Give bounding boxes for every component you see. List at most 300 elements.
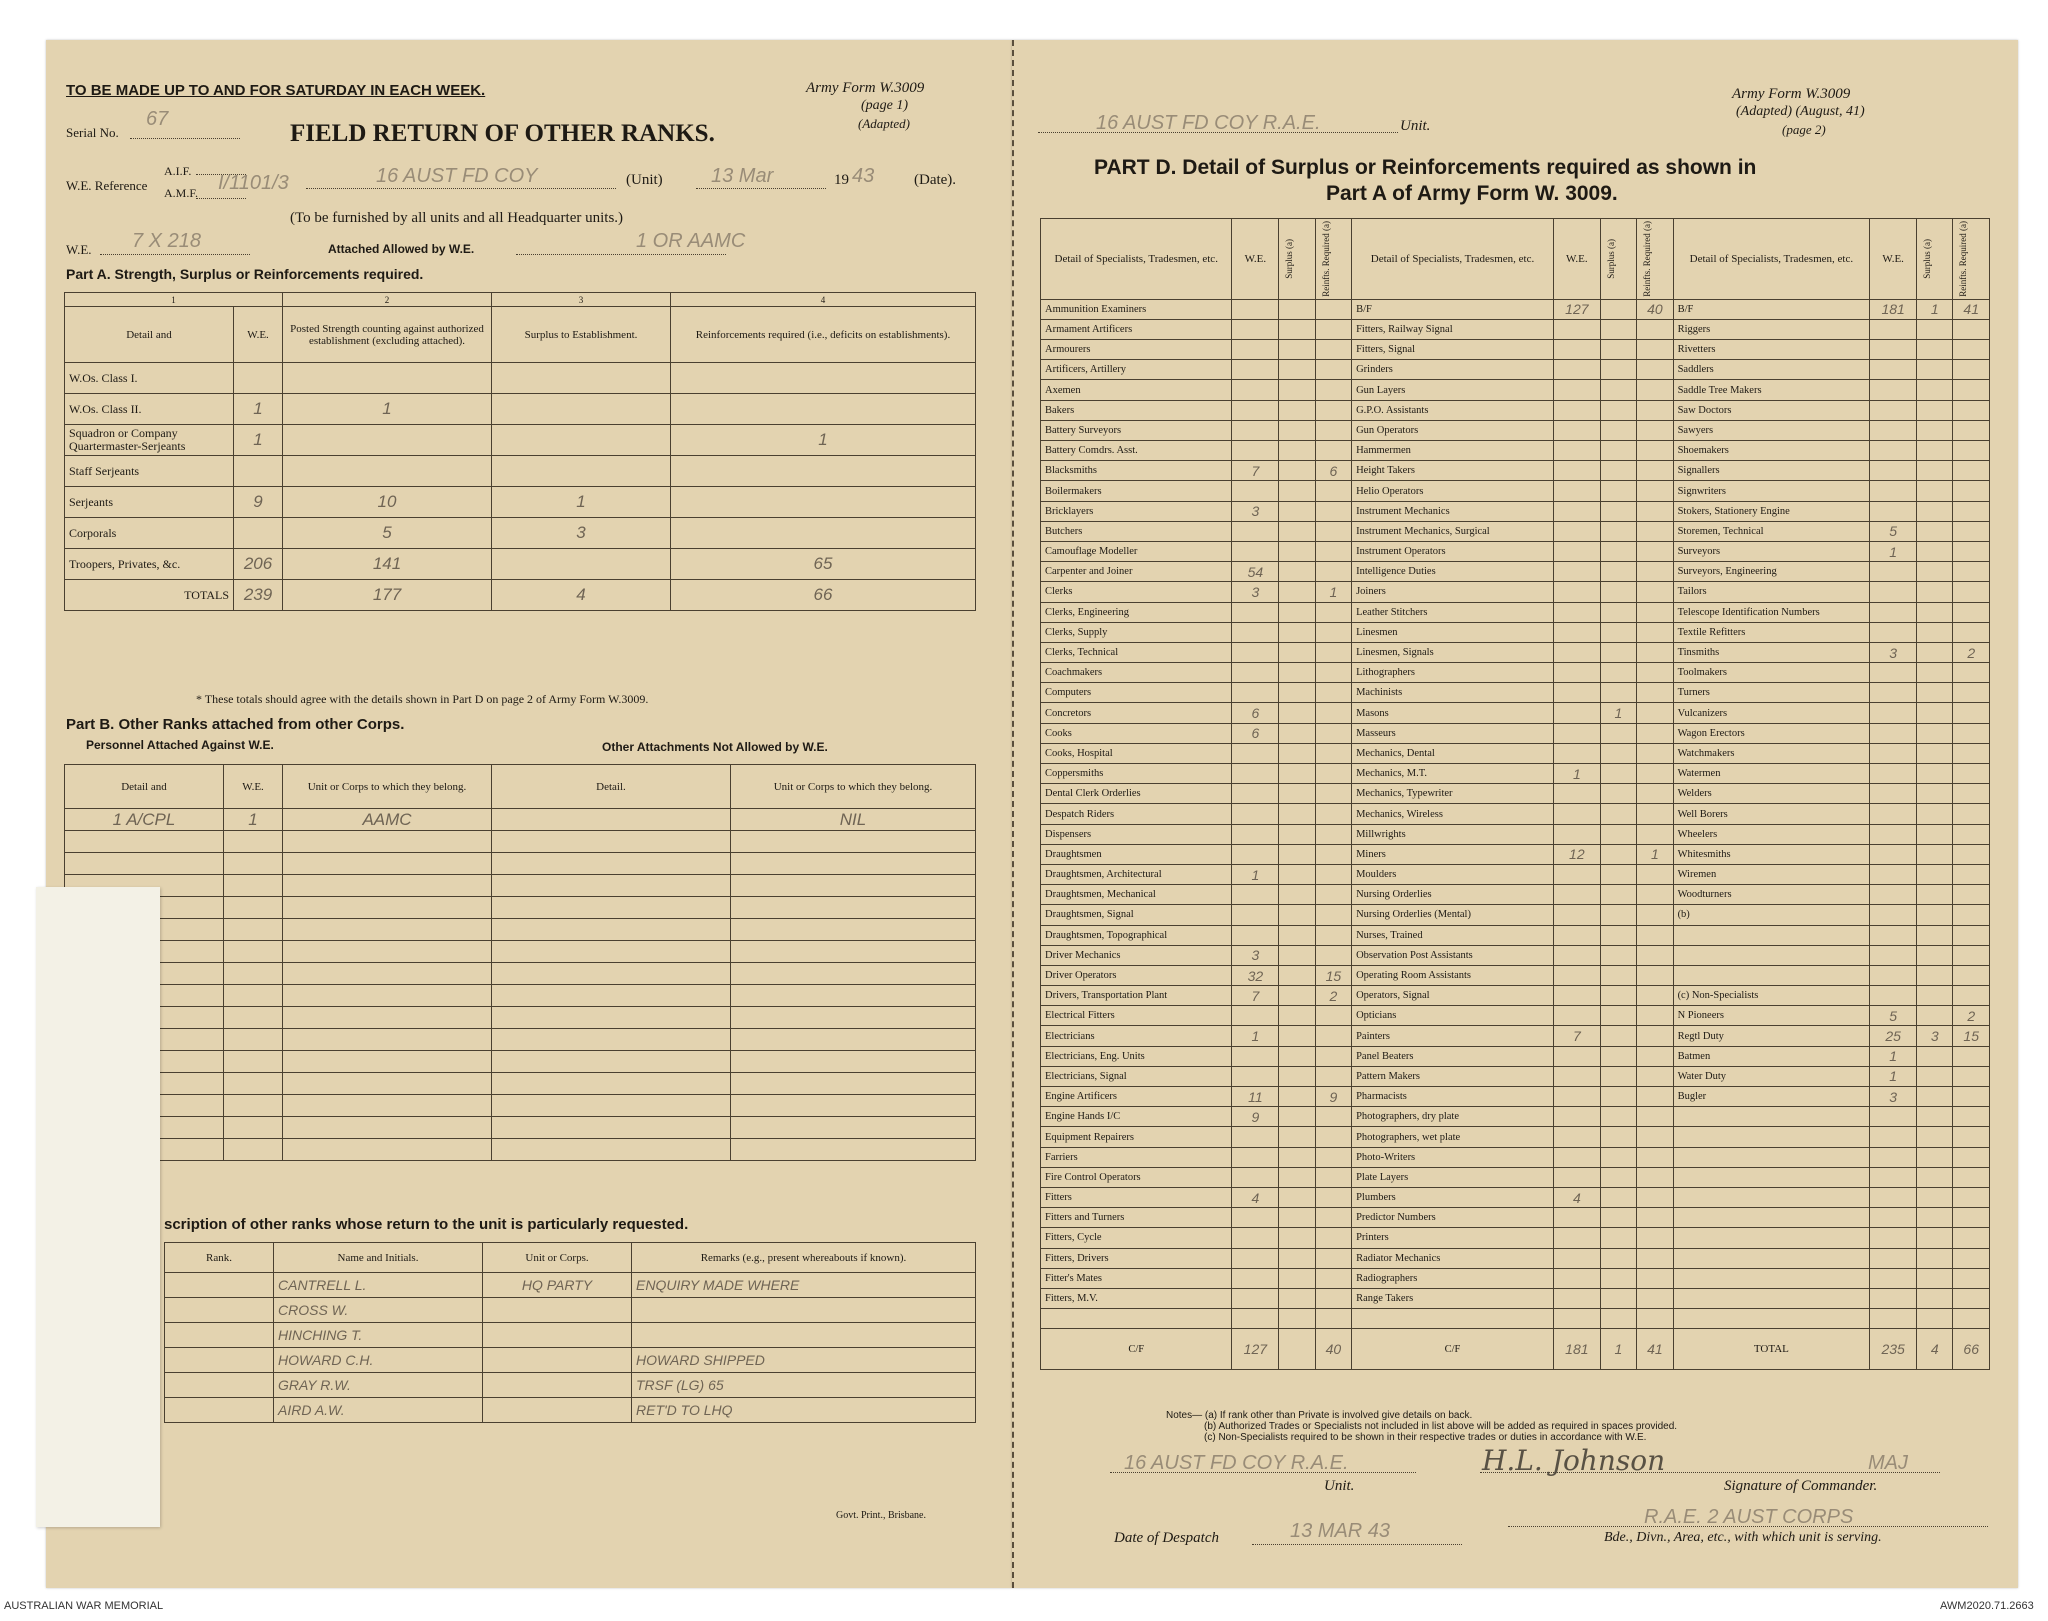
trade-col2-label: Nurses, Trained — [1352, 925, 1554, 945]
trade-col1-surplus — [1279, 299, 1315, 319]
part-d-row — [1041, 784, 1990, 804]
trade-col1-reinf — [1315, 864, 1351, 884]
trade-col1-label: Electricians, Signal — [1041, 1066, 1232, 1086]
trade-col1-surplus — [1279, 582, 1315, 602]
trade-col2-label: Gun Operators — [1352, 420, 1554, 440]
part-b-row — [65, 1117, 976, 1139]
part-d-row — [1041, 461, 1990, 481]
archive-reference: AWM2020.71.2663 — [1940, 1600, 2034, 1612]
we-cell — [224, 1117, 283, 1139]
form-title: FIELD RETURN OF OTHER RANKS. — [290, 120, 715, 147]
rank-cell — [165, 1398, 274, 1423]
part-a-title: Part A. Strength, Surplus or Reinforcements required. — [66, 266, 424, 282]
trade-col1-label: Butchers — [1041, 521, 1232, 541]
trade-col2-surplus — [1600, 764, 1636, 784]
remarks-cell — [632, 1298, 976, 1323]
trade-col2-label: Leather Stitchers — [1352, 602, 1554, 622]
trade-col2-reinf — [1637, 965, 1673, 985]
trade-col3-reinf — [1953, 400, 1990, 420]
cf-col2-label: C/F — [1352, 1329, 1554, 1370]
trade-col1-reinf — [1315, 1066, 1351, 1086]
trade-col2-we — [1553, 1046, 1600, 1066]
trade-col1-surplus — [1279, 541, 1315, 561]
part-d-row — [1041, 764, 1990, 784]
trade-col2-label: Moulders — [1352, 864, 1554, 884]
trade-col1-surplus — [1279, 703, 1315, 723]
remarks-cell: TRSF (LG) 65 — [632, 1373, 976, 1398]
unit-cell — [483, 1348, 632, 1373]
trade-col1-label: Clerks, Engineering — [1041, 602, 1232, 622]
unit-cell — [283, 1073, 492, 1095]
trade-col1-label: Despatch Riders — [1041, 804, 1232, 824]
trade-col1-reinf — [1315, 764, 1351, 784]
trade-col3-we — [1870, 1147, 1917, 1167]
trade-col1-we: 54 — [1232, 562, 1279, 582]
detail-cell-2 — [492, 963, 731, 985]
trade-col3-label: Regtl Duty — [1673, 1026, 1870, 1046]
unit-cell — [283, 875, 492, 897]
trade-col1-surplus — [1279, 885, 1315, 905]
rank-cell — [165, 1273, 274, 1298]
header-unit-corps: Unit or Corps to which they belong. — [283, 765, 492, 809]
trade-col1-we — [1232, 804, 1279, 824]
trade-col3-we — [1870, 380, 1917, 400]
trade-col2-surplus — [1600, 905, 1636, 925]
part-b-row — [65, 1139, 976, 1161]
trade-col2-surplus — [1600, 743, 1636, 763]
trade-col3-we: 1 — [1870, 1046, 1917, 1066]
trade-col1-reinf: 15 — [1315, 965, 1351, 985]
part-d-row — [1041, 400, 1990, 420]
trade-col1-label: Fitters, Cycle — [1041, 1228, 1232, 1248]
header-surplus: Surplus to Establishment. — [492, 307, 671, 363]
trade-col1-label: Electricians — [1041, 1026, 1232, 1046]
printer-credit: Govt. Print., Brisbane. — [836, 1510, 926, 1521]
part-d-row — [1041, 1026, 1990, 1046]
part-d-row — [1041, 1309, 1990, 1329]
surplus-value — [492, 394, 671, 425]
trade-col3-we — [1870, 400, 1917, 420]
trade-col1-we — [1232, 1127, 1279, 1147]
part-d-row — [1041, 642, 1990, 662]
trade-col2-we — [1553, 319, 1600, 339]
trade-col1-surplus — [1279, 461, 1315, 481]
we-label: W.E. — [66, 242, 92, 257]
we-cell — [224, 1007, 283, 1029]
trade-col2-surplus — [1600, 1046, 1636, 1066]
unit-cell: HQ PARTY — [483, 1273, 632, 1298]
trade-col2-surplus — [1600, 804, 1636, 824]
detail-cell-2 — [492, 1117, 731, 1139]
unit-cell — [283, 941, 492, 963]
trade-col3-reinf — [1953, 1288, 1990, 1308]
header-we-2: W.E. — [1553, 219, 1600, 300]
trade-col3-reinf — [1953, 562, 1990, 582]
trade-col3-reinf — [1953, 764, 1990, 784]
we-reference-label: W.E. Reference — [66, 178, 148, 193]
surplus-value — [492, 425, 671, 456]
trade-col1-reinf — [1315, 683, 1351, 703]
header-detail-2: Detail. — [492, 765, 731, 809]
part-b-row — [65, 809, 976, 831]
trade-col1-surplus — [1279, 986, 1315, 1006]
unit-cell — [283, 1029, 492, 1051]
trade-col1-we: 32 — [1232, 965, 1279, 985]
form-page-2 — [1012, 40, 2018, 1588]
part-d-row — [1041, 844, 1990, 864]
trade-col3-reinf — [1953, 663, 1990, 683]
trade-col3-surplus — [1917, 642, 1953, 662]
trade-col2-label: Printers — [1352, 1228, 1554, 1248]
trade-col3-label — [1673, 1107, 1870, 1127]
trade-col2-we — [1553, 340, 1600, 360]
trade-col1-label: Engine Hands I/C — [1041, 1107, 1232, 1127]
attached-line — [516, 254, 726, 255]
bf-col3-we: 181 — [1870, 299, 1917, 319]
unit-cell — [283, 985, 492, 1007]
trade-col1-surplus — [1279, 360, 1315, 380]
trade-col1-we — [1232, 844, 1279, 864]
trade-col2-surplus — [1600, 340, 1636, 360]
rank-label: W.Os. Class I. — [65, 363, 234, 394]
note-c: (c) Non-Specialists required to be shown in their respective trades or duties in accordance with W.E. — [1204, 1432, 1647, 1443]
unit-cell — [483, 1398, 632, 1423]
trade-col1-label: Driver Operators — [1041, 965, 1232, 985]
trade-col2-we — [1553, 743, 1600, 763]
trade-col1-we: 7 — [1232, 986, 1279, 1006]
trade-col2-we — [1553, 945, 1600, 965]
reinforcement-value: 65 — [671, 549, 976, 580]
trade-col2-we — [1553, 723, 1600, 743]
trade-col2-we — [1553, 965, 1600, 985]
we-cell — [224, 875, 283, 897]
unit-cell — [283, 1007, 492, 1029]
part-c-row — [165, 1373, 976, 1398]
trade-col1-we — [1232, 622, 1279, 642]
trade-col1-surplus — [1279, 340, 1315, 360]
total-reinforcements: 66 — [671, 580, 976, 611]
part-d-row — [1041, 743, 1990, 763]
trade-col2-label: Height Takers — [1352, 461, 1554, 481]
posted-value — [283, 363, 492, 394]
trade-col1-label: Carpenter and Joiner — [1041, 562, 1232, 582]
trade-col3-reinf — [1953, 602, 1990, 622]
total-we: 235 — [1870, 1329, 1917, 1370]
trade-col2-label: Hammermen — [1352, 441, 1554, 461]
trade-col3-label — [1673, 925, 1870, 945]
trade-col3-label: Shoemakers — [1673, 441, 1870, 461]
trade-col2-surplus — [1600, 925, 1636, 945]
trade-col1-we — [1232, 1208, 1279, 1228]
trade-col1-reinf — [1315, 1107, 1351, 1127]
detail-cell-2 — [492, 809, 731, 831]
trade-col1-surplus — [1279, 602, 1315, 622]
trade-col2-reinf — [1637, 986, 1673, 1006]
part-d-row — [1041, 703, 1990, 723]
trade-col2-surplus — [1600, 1026, 1636, 1046]
trade-col2-reinf — [1637, 764, 1673, 784]
trade-col2-surplus — [1600, 562, 1636, 582]
trade-col2-we — [1553, 1228, 1600, 1248]
trade-col2-we — [1553, 622, 1600, 642]
trade-col2-we — [1553, 582, 1600, 602]
we-value: 9 — [234, 487, 283, 518]
trade-col2-surplus: 1 — [1600, 703, 1636, 723]
part-b-row — [65, 985, 976, 1007]
part-d-row — [1041, 340, 1990, 360]
trade-col1-surplus — [1279, 1208, 1315, 1228]
trade-col3-label: Tinsmiths — [1673, 642, 1870, 662]
trade-col3-label — [1673, 1167, 1870, 1187]
page-number: (page 1) — [861, 98, 909, 113]
detail-cell-2 — [492, 1007, 731, 1029]
trade-col1-label: Battery Comdrs. Asst. — [1041, 441, 1232, 461]
part-b-row — [65, 1051, 976, 1073]
trade-col2-we — [1553, 360, 1600, 380]
trade-col2-reinf — [1637, 400, 1673, 420]
trade-col3-reinf: 2 — [1953, 642, 1990, 662]
surplus-value: 3 — [492, 518, 671, 549]
part-d-row — [1041, 521, 1990, 541]
trade-col3-reinf — [1953, 784, 1990, 804]
commander-signature: H.L. Johnson — [1482, 1444, 1666, 1477]
trade-col3-label — [1673, 1187, 1870, 1207]
trade-col2-label — [1352, 1309, 1554, 1329]
trade-col2-we — [1553, 481, 1600, 501]
trade-col2-we — [1553, 864, 1600, 884]
trade-col2-label: Nursing Orderlies — [1352, 885, 1554, 905]
trade-col2-surplus — [1600, 784, 1636, 804]
trade-col2-label: Painters — [1352, 1026, 1554, 1046]
trade-col1-label: Draughtsmen — [1041, 844, 1232, 864]
trade-col2-surplus — [1600, 481, 1636, 501]
trade-col2-we — [1553, 905, 1600, 925]
attached-paper-slip — [36, 887, 160, 1527]
trade-col1-label: Fitter's Mates — [1041, 1268, 1232, 1288]
trade-col1-label: Dental Clerk Orderlies — [1041, 784, 1232, 804]
trade-col1-label: Cooks — [1041, 723, 1232, 743]
part-a-row — [65, 487, 976, 518]
part-a-table — [64, 292, 976, 611]
trade-col2-surplus — [1600, 461, 1636, 481]
trade-col1-label: Dispensers — [1041, 824, 1232, 844]
trade-col1-reinf — [1315, 1268, 1351, 1288]
trade-col2-reinf — [1637, 1167, 1673, 1187]
trade-col2-surplus — [1600, 663, 1636, 683]
detail-cell-2 — [492, 1095, 731, 1117]
trade-col1-surplus — [1279, 743, 1315, 763]
remarks-cell: HOWARD SHIPPED — [632, 1348, 976, 1373]
part-d-row — [1041, 905, 1990, 925]
trade-col3-surplus — [1917, 1228, 1953, 1248]
bf-col3-reinf: 41 — [1953, 299, 1990, 319]
date-line — [696, 188, 826, 189]
trade-col1-surplus — [1279, 1046, 1315, 1066]
trade-col2-reinf — [1637, 824, 1673, 844]
surplus-value — [492, 549, 671, 580]
trade-col2-label: Helio Operators — [1352, 481, 1554, 501]
trade-col1-we — [1232, 824, 1279, 844]
trade-col1-label: Draughtsmen, Signal — [1041, 905, 1232, 925]
trade-col1-label: Armament Artificers — [1041, 319, 1232, 339]
adapted-label: (Adapted) (August, 41) — [1736, 104, 1865, 119]
name-cell: GRAY R.W. — [274, 1373, 483, 1398]
part-d-row — [1041, 723, 1990, 743]
trade-col1-reinf: 6 — [1315, 461, 1351, 481]
header-detail: Detail and — [65, 765, 224, 809]
trade-col3-surplus — [1917, 864, 1953, 884]
trade-col3-reinf — [1953, 1208, 1990, 1228]
we-cell — [224, 1139, 283, 1161]
trade-col3-reinf — [1953, 743, 1990, 763]
trade-col3-label: Sawyers — [1673, 420, 1870, 440]
trade-col3-we — [1870, 784, 1917, 804]
part-d-row — [1041, 1066, 1990, 1086]
trade-col2-label: Grinders — [1352, 360, 1554, 380]
we-value — [234, 518, 283, 549]
trade-col3-we — [1870, 1187, 1917, 1207]
notes-block — [1166, 1410, 1677, 1443]
trade-col1-reinf — [1315, 562, 1351, 582]
trade-col3-we — [1870, 481, 1917, 501]
trade-col1-reinf — [1315, 1127, 1351, 1147]
trade-col1-label: Clerks, Technical — [1041, 642, 1232, 662]
trade-col3-surplus — [1917, 1127, 1953, 1147]
trade-col3-surplus — [1917, 340, 1953, 360]
trade-col3-surplus — [1917, 663, 1953, 683]
trade-col3-we — [1870, 1268, 1917, 1288]
trade-col3-surplus — [1917, 441, 1953, 461]
trade-col2-reinf — [1637, 663, 1673, 683]
trade-col3-label: Storemen, Technical — [1673, 521, 1870, 541]
trade-col1-label: Fitters — [1041, 1187, 1232, 1207]
trade-col2-reinf — [1637, 1309, 1673, 1329]
part-d-row — [1041, 824, 1990, 844]
trade-col1-reinf — [1315, 319, 1351, 339]
part-d-row — [1041, 622, 1990, 642]
trade-col2-label: Miners — [1352, 844, 1554, 864]
trade-col2-we — [1553, 1066, 1600, 1086]
posted-value: 5 — [283, 518, 492, 549]
trade-col1-we — [1232, 1006, 1279, 1026]
trade-col1-reinf — [1315, 602, 1351, 622]
trade-col3-surplus — [1917, 1248, 1953, 1268]
trade-col3-label: Saddlers — [1673, 360, 1870, 380]
trade-col3-surplus — [1917, 986, 1953, 1006]
trade-col1-label: Engine Artificers — [1041, 1087, 1232, 1107]
trade-col1-surplus — [1279, 642, 1315, 662]
trade-col1-label: Armourers — [1041, 340, 1232, 360]
part-d-row — [1041, 804, 1990, 824]
trade-col3-label: Well Borers — [1673, 804, 1870, 824]
trade-col3-we — [1870, 461, 1917, 481]
trade-col3-surplus — [1917, 461, 1953, 481]
total-label: TOTAL — [1673, 1329, 1870, 1370]
trade-col2-we — [1553, 501, 1600, 521]
trade-col1-we — [1232, 340, 1279, 360]
trade-col3-surplus — [1917, 1208, 1953, 1228]
trade-col2-reinf — [1637, 703, 1673, 723]
unit-cell-2 — [731, 1051, 976, 1073]
we-cell — [224, 1073, 283, 1095]
trade-col3-we: 5 — [1870, 521, 1917, 541]
cf-col1-label: C/F — [1041, 1329, 1232, 1370]
trade-col1-we — [1232, 481, 1279, 501]
signature-unit-value: 16 AUST FD COY R.A.E. — [1124, 1452, 1349, 1474]
unit-value: 16 AUST FD COY R.A.E. — [1096, 112, 1321, 134]
trade-col1-label: Equipment Repairers — [1041, 1127, 1232, 1147]
unit-label: (Unit) — [626, 172, 663, 188]
trade-col3-we — [1870, 905, 1917, 925]
unit-cell-2 — [731, 1095, 976, 1117]
part-c-row — [165, 1273, 976, 1298]
part-d-row — [1041, 945, 1990, 965]
trade-col2-surplus — [1600, 420, 1636, 440]
part-a-row — [65, 549, 976, 580]
trade-col3-label: Watermen — [1673, 764, 1870, 784]
col-num-2: 2 — [283, 293, 492, 307]
trade-col1-surplus — [1279, 683, 1315, 703]
trade-col1-we — [1232, 521, 1279, 541]
trade-col1-reinf — [1315, 824, 1351, 844]
trade-col3-we — [1870, 441, 1917, 461]
bf-col2-reinf: 40 — [1637, 299, 1673, 319]
trade-col1-reinf — [1315, 1046, 1351, 1066]
trade-col3-label: Welders — [1673, 784, 1870, 804]
trade-col1-reinf: 1 — [1315, 582, 1351, 602]
trade-col3-surplus — [1917, 1288, 1953, 1308]
posted-value: 1 — [283, 394, 492, 425]
trade-col1-surplus — [1279, 1167, 1315, 1187]
header-surplus-2: Surplus (a) — [1605, 238, 1616, 279]
trade-col2-surplus — [1600, 885, 1636, 905]
trade-col3-label: Toolmakers — [1673, 663, 1870, 683]
unit-cell-2 — [731, 941, 976, 963]
unit-cell — [283, 897, 492, 919]
trade-col3-reinf — [1953, 1248, 1990, 1268]
trade-col1-surplus — [1279, 663, 1315, 683]
trade-col3-we: 25 — [1870, 1026, 1917, 1046]
trade-col3-surplus — [1917, 1046, 1953, 1066]
trade-col2-surplus — [1600, 360, 1636, 380]
bf-col2-we: 127 — [1553, 299, 1600, 319]
unit-cell — [483, 1323, 632, 1348]
trade-col3-label: Bugler — [1673, 1087, 1870, 1107]
trade-col2-we — [1553, 562, 1600, 582]
part-d-row — [1041, 1006, 1990, 1026]
trade-col1-reinf — [1315, 723, 1351, 743]
trade-col2-label: Opticians — [1352, 1006, 1554, 1026]
cf-col1-we: 127 — [1232, 1329, 1279, 1370]
trade-col1-label: Farriers — [1041, 1147, 1232, 1167]
trade-col3-surplus — [1917, 1187, 1953, 1207]
trade-col3-label — [1673, 945, 1870, 965]
trade-col3-label: Saw Doctors — [1673, 400, 1870, 420]
trade-col3-surplus — [1917, 683, 1953, 703]
trade-col2-surplus — [1600, 1309, 1636, 1329]
trade-col3-reinf — [1953, 824, 1990, 844]
trade-col1-we — [1232, 905, 1279, 925]
trade-col1-surplus — [1279, 501, 1315, 521]
surplus-value — [492, 363, 671, 394]
trade-col2-label: Plate Layers — [1352, 1167, 1554, 1187]
trade-col2-reinf — [1637, 582, 1673, 602]
trade-col3-label: Wagon Erectors — [1673, 723, 1870, 743]
detail-cell-2 — [492, 1029, 731, 1051]
trade-col1-label: Blacksmiths — [1041, 461, 1232, 481]
trade-col3-label: Surveyors, Engineering — [1673, 562, 1870, 582]
trade-col3-label — [1673, 1208, 1870, 1228]
